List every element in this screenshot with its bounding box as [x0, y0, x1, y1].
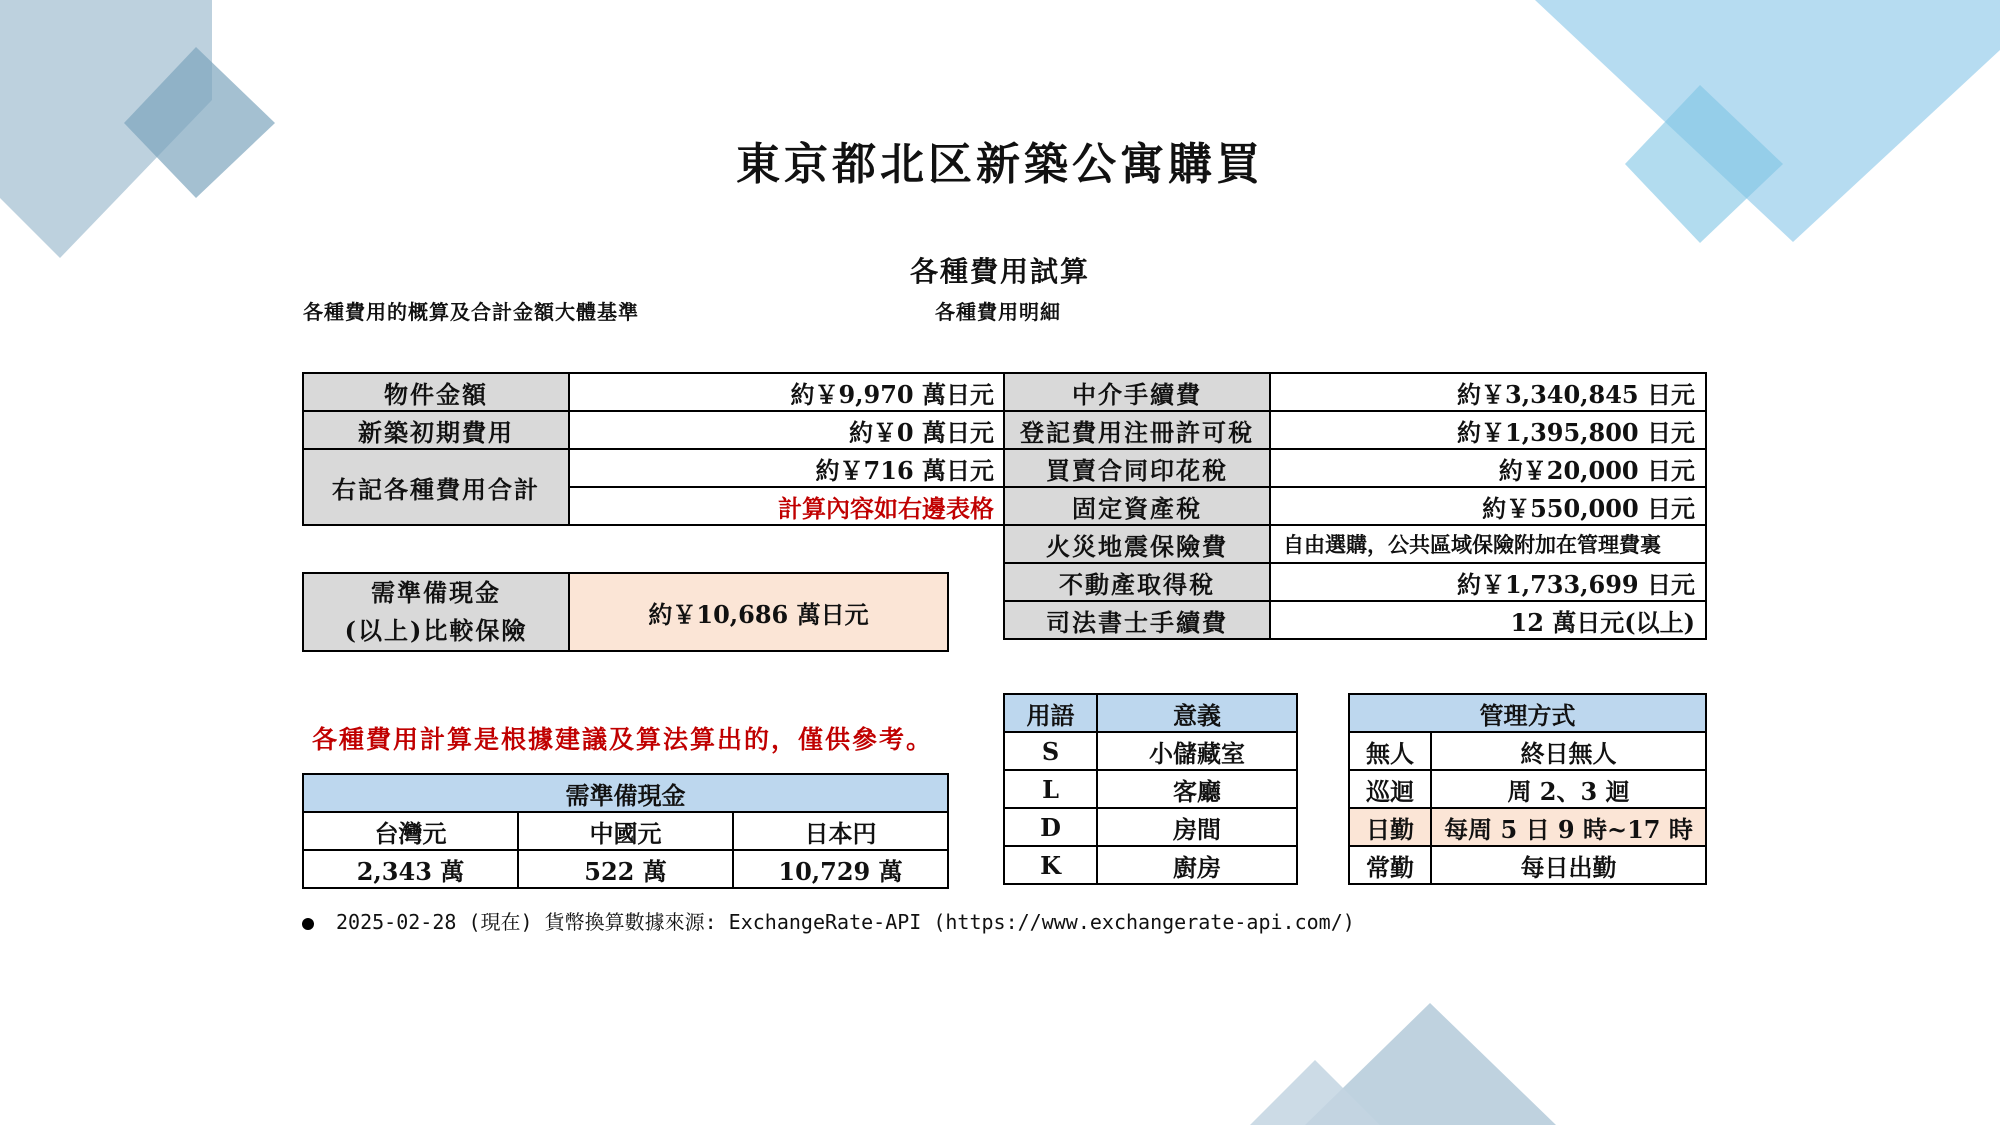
table-row [1004, 846, 1297, 884]
currency-column-header: 中國元 [518, 812, 733, 850]
initial-label: 新築初期費用 [303, 411, 569, 449]
table-row [1004, 411, 1706, 449]
currency-value: 522 萬 [518, 850, 733, 888]
table-row [1349, 694, 1706, 732]
table-row [303, 812, 948, 850]
term-code: L [1004, 770, 1097, 808]
fee-value: 約￥550,000 日元 [1270, 487, 1706, 525]
fee-label: 固定資產稅 [1004, 487, 1270, 525]
currency-value: 2,343 萬 [303, 850, 518, 888]
term-code: D [1004, 808, 1097, 846]
top-right-large-triangle [1535, 0, 2000, 242]
term-code: K [1004, 846, 1097, 884]
page-title: 東京都北区新築公寓購買 [736, 139, 1264, 190]
terms-header-term: 用語 [1004, 694, 1097, 732]
disclaimer-note: 各種費用計算是根據建議及算法算出的，僅供參考。 [312, 725, 934, 754]
left-caption: 各種費用的概算及合計金額大體基準 [303, 300, 639, 324]
term-meaning: 客廳 [1097, 770, 1297, 808]
fee-value: 12 萬日元(以上) [1270, 601, 1706, 639]
table-row [303, 850, 948, 888]
fee-value: 約￥1,395,800 日元 [1270, 411, 1706, 449]
table-row [303, 573, 948, 651]
table-row [1004, 373, 1706, 411]
footer-text: 2025-02-28 (現在) 貨幣換算數據來源: ExchangeRate-API (https://www.exchangerate-api.com/) [336, 910, 1355, 934]
table-row [303, 411, 1005, 449]
table-row [1004, 449, 1706, 487]
fee-label: 買賣合同印花稅 [1004, 449, 1270, 487]
table-row [1004, 808, 1297, 846]
currency-table [302, 773, 949, 889]
table-row [1004, 487, 1706, 525]
management-detail: 周 2、3 迴 [1431, 770, 1706, 808]
fee-value: 約￥20,000 日元 [1270, 449, 1706, 487]
management-detail: 終日無人 [1431, 732, 1706, 770]
fee-label: 司法書士手續費 [1004, 601, 1270, 639]
currency-header: 需準備現金 [303, 774, 948, 812]
table-row [1004, 563, 1706, 601]
management-detail: 每日出勤 [1431, 846, 1706, 884]
table-row [1004, 601, 1706, 639]
fee-value: 自由選購，公共區域保險附加在管理費裏 [1270, 525, 1706, 563]
cash-table [302, 572, 949, 652]
table-row [303, 373, 1005, 411]
management-type: 常勤 [1349, 846, 1431, 884]
cash-label-line1: 需準備現金 [371, 578, 501, 607]
bottom-right-triangle [1305, 1003, 1556, 1125]
fee-label: 中介手續費 [1004, 373, 1270, 411]
management-header: 管理方式 [1349, 694, 1706, 732]
term-meaning: 房間 [1097, 808, 1297, 846]
currency-value: 10,729 萬 [733, 850, 948, 888]
management-table [1348, 693, 1707, 885]
bottom-left-triangle [1250, 1060, 1380, 1125]
cash-label-line2: (以上)比較保險 [344, 616, 528, 645]
table-row [1004, 770, 1297, 808]
management-type: 巡迴 [1349, 770, 1431, 808]
currency-column-header: 日本円 [733, 812, 948, 850]
property-value: 約￥9,970 萬日元 [569, 373, 1005, 411]
terms-table [1003, 693, 1298, 885]
total-note: 計算內容如右邊表格 [569, 487, 1005, 525]
table-row [1349, 732, 1706, 770]
cash-value: 約￥10,686 萬日元 [569, 573, 948, 651]
management-type: 日勤 [1349, 808, 1431, 846]
initial-value: 約￥0 萬日元 [569, 411, 1005, 449]
management-type: 無人 [1349, 732, 1431, 770]
table-row [1349, 846, 1706, 884]
fee-value: 約￥3,340,845 日元 [1270, 373, 1706, 411]
property-label: 物件金額 [303, 373, 569, 411]
term-code: S [1004, 732, 1097, 770]
table-row [1349, 770, 1706, 808]
fee-value: 約￥1,733,699 日元 [1270, 563, 1706, 601]
fee-label: 不動產取得稅 [1004, 563, 1270, 601]
summary-table [302, 372, 1006, 526]
term-meaning: 小儲藏室 [1097, 732, 1297, 770]
fee-label: 登記費用注冊許可稅 [1004, 411, 1270, 449]
total-label: 右記各種費用合計 [303, 449, 569, 525]
cash-label [303, 573, 569, 651]
fee-label: 火災地震保險費 [1004, 525, 1270, 563]
bullet-icon [302, 918, 314, 930]
management-detail: 每周 5 日 9 時~17 時 [1431, 808, 1706, 846]
right-caption: 各種費用明細 [935, 300, 1061, 324]
table-row [1004, 525, 1706, 563]
table-row [1004, 732, 1297, 770]
table-row [303, 449, 1005, 487]
total-value: 約￥716 萬日元 [569, 449, 1005, 487]
table-row [1004, 694, 1297, 732]
footer-source [302, 906, 1355, 935]
table-row [1349, 808, 1706, 846]
page-subtitle: 各種費用試算 [909, 255, 1090, 288]
currency-column-header: 台灣元 [303, 812, 518, 850]
terms-header-meaning: 意義 [1097, 694, 1297, 732]
table-row [303, 774, 948, 812]
fees-table [1003, 372, 1707, 640]
term-meaning: 廚房 [1097, 846, 1297, 884]
